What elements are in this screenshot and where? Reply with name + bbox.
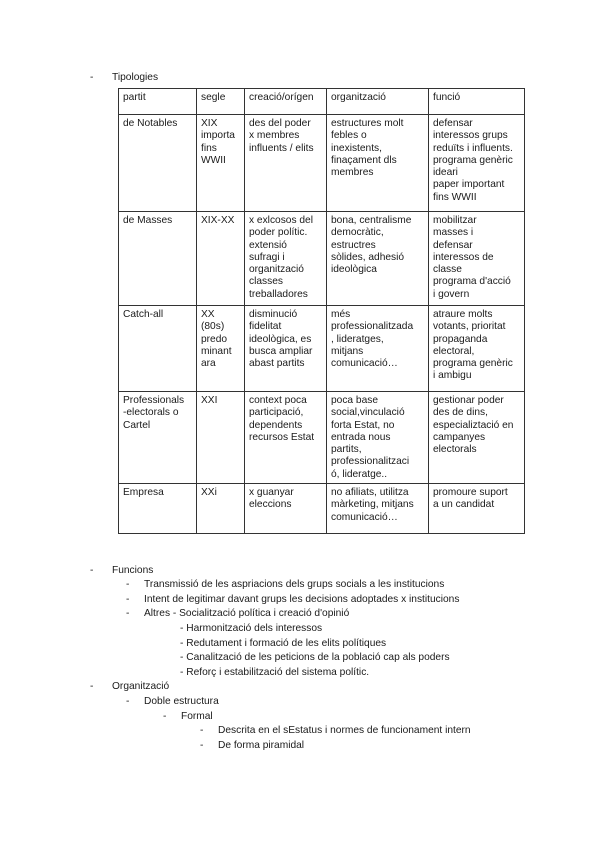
cell-line: de Notables	[123, 118, 178, 129]
table-cell	[429, 484, 525, 534]
table-cell	[197, 306, 245, 392]
cell-line: busca ampliar	[249, 345, 313, 357]
cell-line: , lideratges,	[331, 333, 384, 345]
formal-subitem: - De forma piramidal	[200, 740, 305, 751]
cell-line: sufragi i	[249, 251, 285, 263]
cell-line: classes	[249, 276, 283, 288]
cell-line: a un candidat	[433, 499, 495, 511]
cell-line: febles o	[331, 130, 367, 142]
table-row	[119, 306, 525, 392]
cell-line: fins	[201, 142, 217, 154]
cell-line: inexistents,	[331, 142, 382, 154]
cell-line: i ambigu	[433, 370, 472, 382]
table-cell	[245, 392, 327, 484]
cell-line: (80s)	[201, 321, 225, 333]
table-cell	[429, 212, 525, 306]
table-cell	[245, 484, 327, 534]
cell-line: importa	[201, 130, 235, 142]
table-header-cell: funció	[429, 89, 525, 115]
cell-line: XX	[201, 309, 215, 320]
cell-line: i govern	[433, 288, 470, 300]
table-cell	[197, 392, 245, 484]
cell-line: programa genèric	[433, 154, 513, 166]
cell-line: mitjans	[331, 345, 364, 357]
cell-line: més	[331, 309, 351, 320]
cell-line: electoral,	[433, 345, 475, 357]
cell-line: ideològica, es	[249, 333, 312, 345]
cell-line: paper important	[433, 179, 505, 191]
table-cell	[429, 306, 525, 392]
cell-line: no afiliats, utilitza	[331, 487, 409, 499]
cell-line: finaçament dls	[331, 154, 397, 166]
cell-line: masses i	[433, 227, 474, 239]
table-cell	[429, 392, 525, 484]
table-cell	[245, 212, 327, 306]
funcions-item: - Transmissió de les aspriacions dels grups socials a les institucions	[126, 579, 445, 590]
altres-subitem: - Redutament i formació de les elits polítiques	[180, 638, 387, 649]
doble-estructura: - Doble estructura	[126, 696, 219, 707]
cell-line: interessos de	[433, 251, 494, 263]
formal-item: - Formal	[163, 711, 213, 722]
cell-line: campanyes	[433, 431, 486, 443]
cell-line: ara	[201, 358, 216, 370]
cell-line: bona, centralisme	[331, 215, 412, 226]
cell-line: electorals	[433, 444, 477, 456]
cell-line: votants, prioritat	[433, 321, 506, 333]
altres-subitem: - Canalització de les peticions de la població cap als poders	[180, 652, 450, 663]
table-cell	[119, 392, 197, 484]
cell-line: predo	[201, 333, 228, 345]
cell-line: XXI	[201, 395, 218, 406]
cell-line: eleccions	[249, 499, 292, 511]
cell-line: de Masses	[123, 215, 173, 226]
cell-line: comunicació…	[331, 511, 398, 523]
table-cell	[327, 392, 429, 484]
cell-line: -electorals o	[123, 407, 179, 419]
table-cell	[197, 212, 245, 306]
table-cell	[327, 484, 429, 534]
altres-subitem: - Reforç i estabilització del sistema polític.	[180, 667, 370, 678]
cell-line: programa d'acció	[433, 276, 511, 288]
cell-line: forta Estat, no	[331, 419, 395, 431]
table-cell	[429, 115, 525, 212]
table-header-cell: partit	[119, 89, 197, 115]
cell-line: x exlcosos del	[249, 215, 313, 226]
cell-line: XIX-XX	[201, 215, 235, 226]
cell-line: organització	[249, 264, 304, 276]
cell-line: màrketing, mitjans	[331, 499, 414, 511]
cell-line: sòlides, adhesió	[331, 251, 405, 263]
cell-line: entrada nous	[331, 431, 391, 443]
funcions-altres: - Altres - Socialització política i creació d'opinió	[126, 608, 350, 619]
cell-line: fidelitat	[249, 321, 282, 333]
organitzacio-heading: - Organització	[90, 681, 170, 692]
table-cell	[245, 115, 327, 212]
cell-line: programa genèric	[433, 358, 513, 370]
table-row	[119, 115, 525, 212]
cell-line: atraure molts	[433, 309, 493, 320]
cell-line: recursos Estat	[249, 431, 315, 443]
cell-line: ideològica	[331, 264, 377, 276]
cell-line: ideari	[433, 167, 458, 179]
funcions-heading: - Funcions	[90, 565, 154, 576]
table-row	[119, 484, 525, 534]
table-row	[119, 212, 525, 306]
cell-line: interessos grups	[433, 130, 508, 142]
altres-subitem: - Harmonització dels interessos	[180, 623, 323, 634]
cell-line: des del poder	[249, 118, 311, 129]
table-cell	[245, 306, 327, 392]
table-header-cell: creació/orígen	[245, 89, 327, 115]
cell-line: XIX	[201, 118, 218, 129]
cell-line: estructres	[331, 239, 376, 251]
table-cell	[119, 484, 197, 534]
cell-line: participació,	[249, 407, 304, 419]
cell-line: dependents	[249, 419, 303, 431]
cell-line: des de dins,	[433, 407, 488, 419]
cell-line: Empresa	[123, 487, 164, 499]
cell-line: abast partits	[249, 358, 305, 370]
cell-line: membres	[331, 167, 374, 179]
cell-line: comunicació…	[331, 358, 398, 370]
cell-line: Cartel	[123, 419, 151, 431]
cell-line: Professionals	[123, 395, 185, 406]
tipologies-table	[118, 88, 525, 534]
cell-line: estructures molt	[331, 118, 404, 129]
tipologies-heading: - Tipologies	[90, 72, 159, 83]
table-header-cell: organització	[327, 89, 429, 115]
cell-line: partits,	[331, 444, 362, 456]
cell-line: poder polític.	[249, 227, 308, 239]
table-cell	[327, 115, 429, 212]
cell-line: influents / elits	[249, 142, 314, 154]
cell-line: mobilitzar	[433, 215, 477, 226]
table-cell	[119, 115, 197, 212]
cell-line: fins WWII	[433, 191, 477, 203]
cell-line: x guanyar	[249, 487, 294, 499]
cell-line: treballadores	[249, 288, 308, 300]
table-cell	[327, 212, 429, 306]
cell-line: ó, lideratge..	[331, 468, 388, 480]
table-header-row	[119, 89, 525, 115]
formal-subitem: - Descrita en el sEstatus i normes de funcionament intern	[200, 725, 471, 736]
funcions-item: - Intent de legitimar davant grups les decisions adoptades x institucions	[126, 594, 460, 605]
cell-line: promoure suport	[433, 487, 508, 499]
cell-line: x membres	[249, 130, 300, 142]
cell-line: classe	[433, 264, 462, 276]
cell-line: extensió	[249, 239, 287, 251]
cell-line: professionalitzaci	[331, 456, 410, 468]
table-cell	[197, 484, 245, 534]
table-cell	[119, 306, 197, 392]
cell-line: WWII	[201, 154, 226, 166]
cell-line: gestionar poder	[433, 395, 504, 406]
table-row	[119, 392, 525, 484]
cell-line: poca base	[331, 395, 379, 406]
cell-line: context poca	[249, 395, 307, 406]
cell-line: defensar	[433, 118, 473, 129]
cell-line: reduïts i influents.	[433, 142, 513, 154]
cell-line: Catch-all	[123, 309, 164, 320]
cell-line: professionalitzada	[331, 321, 414, 333]
cell-line: especializtació en	[433, 419, 514, 431]
cell-line: propaganda	[433, 333, 488, 345]
cell-line: minant	[201, 345, 232, 357]
table-cell	[197, 115, 245, 212]
table-header-cell: segle	[197, 89, 245, 115]
cell-line: social,vinculació	[331, 407, 405, 419]
cell-line: disminució	[249, 309, 298, 320]
table-cell	[327, 306, 429, 392]
table-cell	[119, 212, 197, 306]
cell-line: XXi	[201, 487, 217, 499]
cell-line: democràtic,	[331, 227, 384, 239]
cell-line: defensar	[433, 239, 473, 251]
